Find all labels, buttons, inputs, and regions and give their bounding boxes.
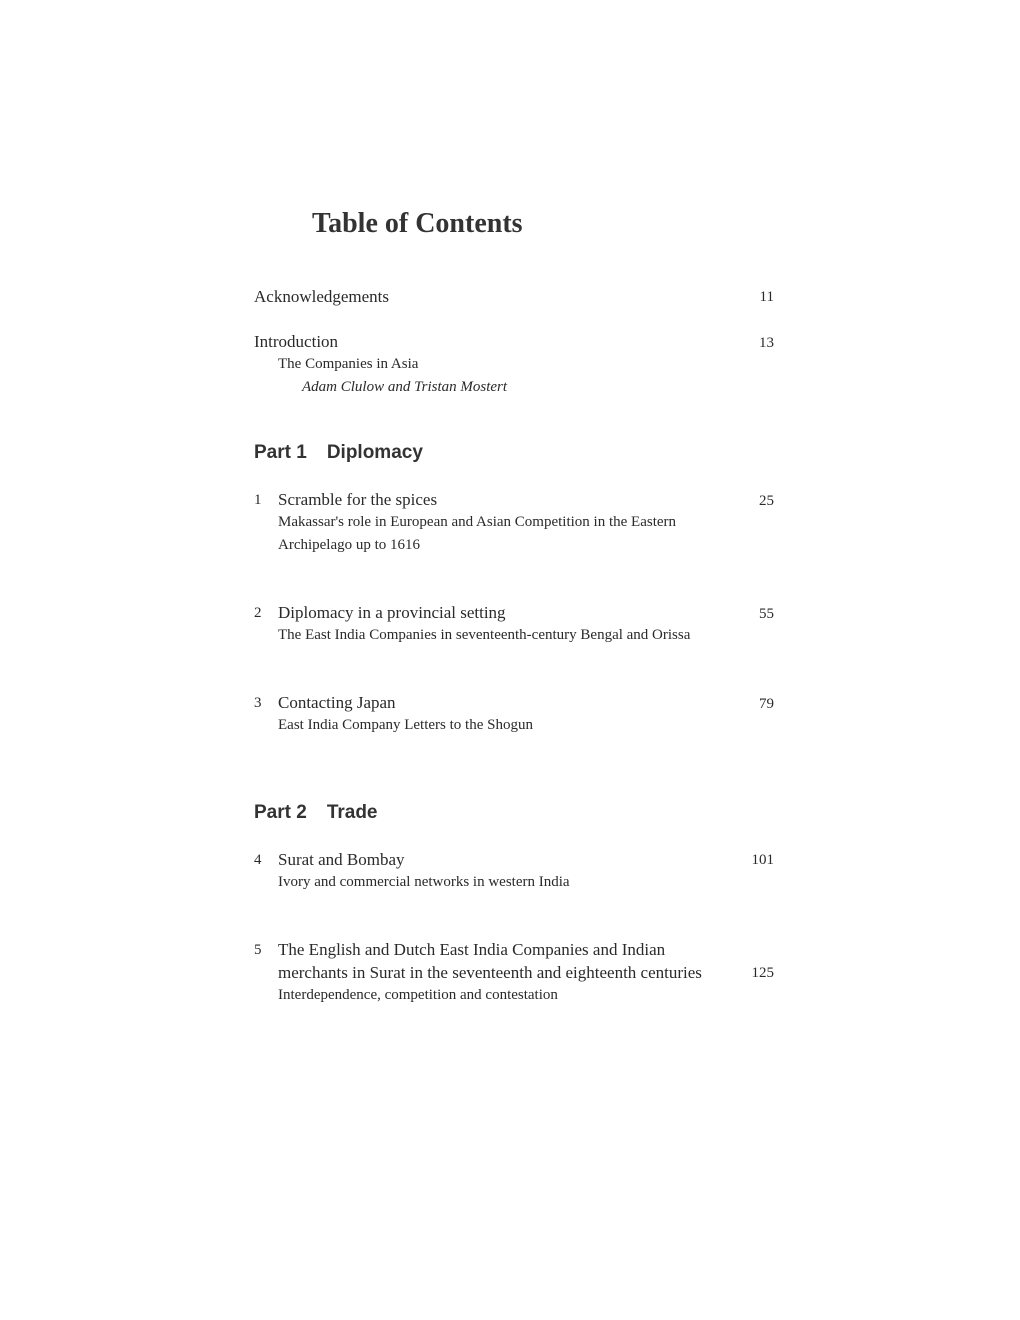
entry-title: Surat and Bombay bbox=[278, 850, 405, 869]
entry-title: Introduction bbox=[254, 332, 339, 351]
entry-title: The English and Dutch East India Companies and Indian bbox=[278, 940, 666, 959]
entry-title: Scramble for the spices bbox=[278, 490, 438, 509]
entry-page: 13 bbox=[759, 335, 774, 351]
entry-page: 25 bbox=[759, 493, 774, 509]
entry-title: Diplomacy in a provincial setting bbox=[278, 603, 506, 622]
page-title: Table of Contents bbox=[312, 208, 523, 239]
part-label: Part 2 bbox=[254, 802, 307, 823]
entry-page: 55 bbox=[759, 606, 774, 622]
entry-subtitle: Archipelago up to 1616 bbox=[278, 537, 421, 553]
entry-title: merchants in Surat in the seventeenth and eighteenth centuries bbox=[278, 963, 702, 982]
entry-page: 79 bbox=[759, 696, 774, 712]
entry-page: 101 bbox=[751, 852, 774, 868]
chapter-number: 3 bbox=[254, 695, 262, 711]
part-heading-2 bbox=[254, 802, 378, 824]
entry-subtitle: Makassar's role in European and Asian Competition in the Eastern bbox=[278, 514, 677, 530]
part-name: Trade bbox=[326, 802, 378, 823]
entry-title: Contacting Japan bbox=[278, 693, 396, 712]
entry-authors: Adam Clulow and Tristan Mostert bbox=[302, 379, 508, 395]
chapter-number: 1 bbox=[254, 492, 262, 508]
part-heading-1 bbox=[254, 442, 423, 464]
part-name: Diplomacy bbox=[326, 442, 423, 463]
part-label: Part 1 bbox=[254, 442, 307, 463]
chapter-number: 2 bbox=[254, 605, 262, 621]
entry-subtitle: Ivory and commercial networks in western India bbox=[278, 874, 570, 890]
chapter-number: 5 bbox=[254, 942, 262, 958]
entry-subtitle: The East India Companies in seventeenth-century Bengal and Orissa bbox=[278, 627, 691, 643]
chapter-number: 4 bbox=[254, 852, 262, 868]
entry-page: 11 bbox=[759, 289, 774, 305]
entry-title: Acknowledgements bbox=[254, 287, 390, 306]
entry-subtitle: The Companies in Asia bbox=[278, 356, 419, 372]
entry-subtitle: East India Company Letters to the Shogun bbox=[278, 717, 533, 733]
entry-subtitle: Interdependence, competition and contestation bbox=[278, 987, 558, 1003]
entry-page: 125 bbox=[751, 965, 774, 981]
